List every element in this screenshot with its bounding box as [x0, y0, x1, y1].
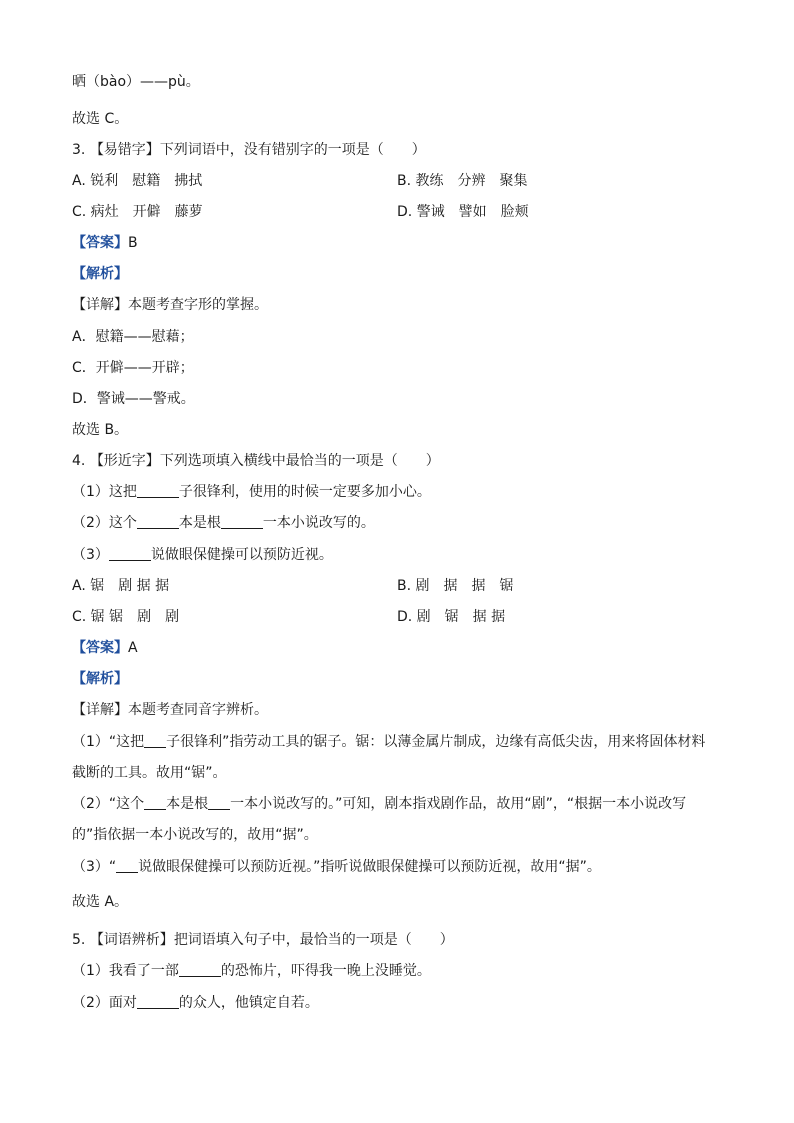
sentence-text: 说做眼保健操可以预防近视。: [150, 547, 333, 563]
detail-line: [72, 700, 268, 720]
detail-tag: 【详解】: [72, 297, 128, 313]
fill-blank: [137, 514, 179, 529]
question-tag: 【词语辨析】: [89, 932, 174, 948]
option-c: C. 锯 锯 剧 剧: [72, 609, 180, 625]
option-b: B. 教练 分辨 聚集: [397, 173, 528, 189]
fill-blank: [179, 962, 221, 977]
option-a: A. 锐利 慰籍 拂拭: [72, 173, 203, 189]
sentence-text: 一本小说改写的。: [262, 515, 375, 531]
answer-tag: 【答案】: [72, 640, 128, 656]
question-number: 3.: [72, 142, 86, 158]
detail-tag: 【详解】: [72, 702, 128, 718]
sentence-text: 子很锋利”指劳动工具的锯子。锯：以薄金属片制成，边缘有高低尖齿，用来将固体材料: [166, 734, 706, 750]
sentence-text: 子很锋利，使用的时候一定要多加小心。: [178, 484, 431, 500]
option-b: B. 剧 据 据 锯: [397, 578, 514, 594]
question-3-stem: [72, 140, 426, 160]
question-tag: 【易错字】: [89, 142, 160, 158]
analysis-tag: 【解析】: [72, 266, 128, 282]
sentence-text: （1）我看了一部: [72, 963, 179, 979]
fill-blank: [137, 483, 179, 498]
fill-blank: [144, 733, 166, 748]
sentence-text: 一本小说改写的。”可知，剧本指戏剧作品，故用“剧”，“根据一本小说改写: [230, 796, 687, 812]
explanation-line: [72, 732, 705, 752]
sentence-text: （3）: [72, 547, 109, 563]
fill-blank: [144, 795, 166, 810]
sentence-text: 本是根: [178, 515, 221, 531]
sentence-text: （3）“: [72, 859, 117, 875]
detail-text: 本题考查字形的掌握。: [128, 297, 268, 313]
option-c: C. 病灶 开僻 藤萝: [72, 204, 203, 220]
answer-tag: 【答案】: [72, 235, 128, 251]
sentence-text: 说做眼保健操可以预防近视。”指听说做眼保健操可以预防近视，故用“据”。: [138, 859, 601, 875]
explanation-line: [72, 794, 686, 814]
sentence-text: 的众人，他镇定自若。: [178, 995, 319, 1011]
fill-blank: [116, 858, 138, 873]
fill-blank: [221, 514, 263, 529]
sentence-2: [72, 513, 375, 533]
option-d: D. 警诫 譬如 脸颊: [397, 204, 529, 220]
option-a: A. 锯 剧 据 据: [72, 578, 170, 594]
question-5-stem: [72, 930, 454, 950]
answer-line: 晒（bào）——pù。: [72, 74, 200, 90]
conclusion-line: 故选 A。: [72, 894, 129, 910]
explanation-line: D．警诫——警戒。: [72, 391, 195, 407]
question-4-stem: [72, 451, 440, 471]
answer-line: [72, 638, 138, 658]
fill-blank: [208, 795, 230, 810]
explanation-line: A．慰籍——慰藉；: [72, 329, 194, 345]
sentence-text: 本是根: [166, 796, 209, 812]
analysis-tag: 【解析】: [72, 671, 128, 687]
detail-line: [72, 295, 268, 315]
option-d: D. 剧 锯 据 据: [397, 609, 506, 625]
fill-blank: [109, 546, 151, 561]
question-tag: 【形近字】: [89, 453, 160, 469]
sentence-1: [72, 482, 431, 502]
explanation-line: C．开僻——开辟；: [72, 360, 194, 376]
sentence-1: [72, 961, 431, 981]
sentence-3: [72, 545, 333, 565]
fill-blank: [137, 994, 179, 1009]
question-number: 4.: [72, 453, 86, 469]
question-text: 把词语填入句子中，最恰当的一项是（ ）: [173, 932, 454, 948]
conclusion-line: 故选 C。: [72, 111, 129, 127]
sentence-text: （1）“这把: [72, 734, 145, 750]
sentence-text: 的恐怖片，吓得我一晚上没睡觉。: [220, 963, 431, 979]
explanation-line: 截断的工具。故用“锯”。: [72, 765, 227, 781]
question-number: 5.: [72, 932, 86, 948]
conclusion-line: 故选 B。: [72, 422, 129, 438]
question-text: 下列选项填入横线中最恰当的一项是（ ）: [159, 453, 440, 469]
question-text: 下列词语中，没有错别字的一项是（ ）: [159, 142, 426, 158]
answer-value: B: [128, 235, 138, 251]
sentence-text: （2）“这个: [72, 796, 145, 812]
sentence-2: [72, 993, 319, 1013]
sentence-text: （2）面对: [72, 995, 137, 1011]
sentence-text: （1）这把: [72, 484, 137, 500]
explanation-line: 的”指依据一本小说改写的，故用“据”。: [72, 827, 318, 843]
detail-text: 本题考查同音字辨析。: [128, 702, 268, 718]
answer-line: [72, 233, 138, 253]
explanation-line: [72, 857, 601, 877]
answer-value: A: [128, 640, 138, 656]
sentence-text: （2）这个: [72, 515, 137, 531]
